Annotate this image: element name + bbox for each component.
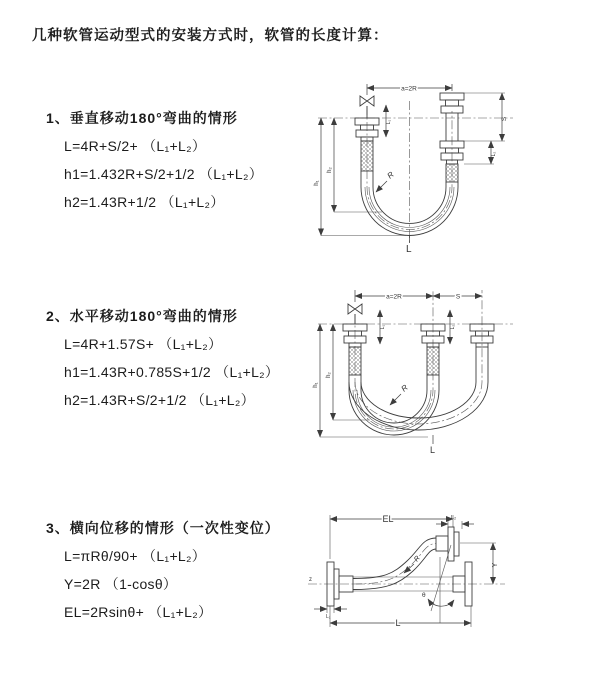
- dim-s: [464, 93, 508, 164]
- dim-l1: [380, 310, 386, 344]
- section3-formula-EL: EL=2Rsinθ+ （L₁+L₂）: [64, 604, 213, 620]
- diagram-lateral-displacement: [300, 505, 600, 650]
- section2-heading: 2、水平移动180°弯曲的情形: [46, 308, 238, 324]
- braid-section: [427, 347, 439, 375]
- diagram-horizontal-180-bend: [308, 282, 558, 460]
- svg-text:L₂: L₂: [491, 151, 497, 157]
- section3-formula-Y: Y=2R （1-cosθ）: [64, 576, 178, 592]
- dim-l1: [314, 606, 347, 620]
- svg-text:L₁: L₁: [386, 119, 392, 125]
- radius-label: [376, 170, 396, 192]
- dim-a2r: [367, 84, 452, 95]
- section3-formula-L: L=πRθ/90+ （L₁+L₂）: [64, 548, 207, 564]
- svg-text:S: S: [501, 116, 508, 122]
- section1-formula-h1: h1=1.432R+S/2+1/2 （L₁+L₂）: [64, 166, 264, 182]
- svg-text:L: L: [406, 244, 412, 255]
- dim-s: [433, 294, 482, 301]
- svg-text:L₁: L₁: [380, 324, 386, 330]
- section1-formula-L: L=4R+S/2+ （L₁+L₂）: [64, 138, 207, 154]
- section2-formula-L: L=4R+1.57S+ （L₁+L₂）: [64, 336, 223, 352]
- svg-text:h₂: h₂: [327, 167, 333, 173]
- section1-formula-h2: h2=1.43R+1/2 （L₁+L₂）: [64, 194, 225, 210]
- section2-formula-h2: h2=1.43R+S/2+1/2 （L₁+L₂）: [64, 392, 255, 408]
- right-flange-lower: [440, 141, 464, 182]
- svg-text:L₂: L₂: [451, 515, 457, 521]
- radius-label: [390, 383, 410, 405]
- dim-h1: [313, 324, 428, 437]
- section2-formula-h1: h1=1.43R+0.785S+1/2 （L₁+L₂）: [64, 364, 280, 380]
- angle-label: θ: [422, 592, 426, 599]
- dim-l1: [386, 105, 392, 137]
- braid-section: [446, 164, 458, 182]
- dim-y: [460, 543, 499, 584]
- svg-text:a=2R: a=2R: [386, 293, 402, 301]
- centerline-mark: z: [309, 577, 312, 583]
- svg-text:h₁: h₁: [314, 180, 320, 186]
- valve-icon: [348, 304, 362, 324]
- hose-centerline-2: [355, 290, 482, 424]
- braid-section: [349, 347, 361, 375]
- section3-heading: 3、横向位移的情形（一次性变位）: [46, 520, 280, 536]
- diagram-vertical-180-bend: [308, 75, 558, 255]
- hose-u-bend-position1: [349, 375, 439, 435]
- dim-l2: [491, 141, 497, 164]
- dim-l2: [436, 515, 474, 529]
- svg-text:L₂: L₂: [450, 324, 456, 330]
- dim-h2: [327, 118, 382, 212]
- svg-text:L₁: L₁: [326, 614, 331, 620]
- dim-l: [330, 606, 471, 628]
- svg-text:h₁: h₁: [313, 382, 319, 388]
- section1-heading: 1、垂直移动180°弯曲的情形: [46, 110, 238, 126]
- dim-h2: [326, 324, 370, 420]
- length-label: [406, 236, 412, 256]
- svg-text:R: R: [385, 169, 396, 181]
- svg-text:a=2R: a=2R: [401, 85, 417, 93]
- valve-icon: [360, 96, 374, 118]
- dim-l2: [450, 310, 456, 344]
- dim-a2r: [355, 290, 433, 302]
- radius-label: [404, 555, 422, 573]
- hose-s-curve: [353, 538, 436, 590]
- length-label: [430, 435, 435, 455]
- page-title: 几种软管运动型式的安装方式时，软管的长度计算：: [32, 28, 389, 44]
- braid-section: [361, 141, 373, 171]
- svg-text:Y: Y: [492, 562, 499, 568]
- svg-text:L: L: [430, 445, 436, 455]
- svg-text:R: R: [399, 382, 410, 394]
- svg-text:S: S: [455, 293, 461, 301]
- svg-text:L: L: [395, 618, 401, 628]
- dim-el: [330, 514, 453, 559]
- svg-text:h₂: h₂: [326, 372, 332, 378]
- svg-text:R: R: [413, 554, 422, 564]
- svg-text:EL: EL: [382, 514, 394, 524]
